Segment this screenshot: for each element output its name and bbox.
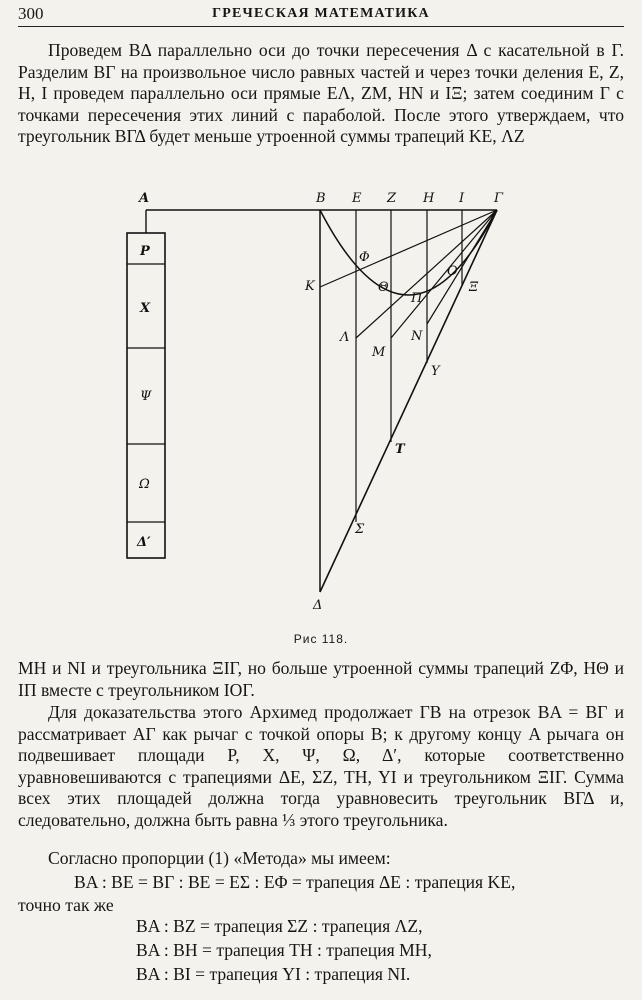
label-A: A bbox=[139, 191, 150, 206]
label-N: N bbox=[411, 329, 423, 344]
page-header bbox=[18, 4, 624, 27]
paragraph-proof: Для доказательства этого Архимед продолжает ΓB на отрезок BA = BΓ и рассматривает AΓ как рычаг с точкой опоры B; к другому концу A рычага он подвешивает площади P, X, Ψ, Ω, Δ′, которые соответственно уравновешиваются с трапециями ΔE, ΣZ, TH, YI и треугольником ΞIΓ. Сумма всех этих площадей должна тогда уравновесить треугольник BΓΔ и, следовательно, должна быть равна ⅓ этого треугольника. bbox=[18, 702, 624, 830]
paragraph-continuation: MH и NI и треугольника ΞIΓ, но больше утроенной суммы трапеций ZΦ, HΘ и IП вместе с треугольником IOΓ. bbox=[18, 658, 624, 700]
label-O: O bbox=[447, 264, 458, 279]
box-label-Psi: Ψ bbox=[140, 389, 152, 404]
label-Y: Y bbox=[431, 364, 440, 379]
figure-caption: Рис 118. bbox=[293, 632, 349, 646]
label-Delta: Δ bbox=[313, 598, 323, 613]
label-B: B bbox=[316, 191, 326, 206]
label-Sigma: Σ bbox=[355, 522, 365, 537]
label-Theta: Θ bbox=[378, 280, 389, 295]
paragraph-intro: Проведем BΔ параллельно оси до точки пересечения Δ с касательной в Γ. Разделим BΓ на произвольное число равных частей и через точки деления E, Z, H, I проведем параллельно оси прямые EΛ, ZM, HN и IΞ; затем соединим Γ с точками пересечения этих линий с параболой. После этого утверждаем, что треугольник BΓΔ будет меньше утроенной суммы трапеций KE, ΛZ bbox=[18, 40, 624, 146]
box-label-Omega: Ω bbox=[139, 477, 150, 492]
chord-K bbox=[320, 210, 497, 287]
label-H: H bbox=[423, 191, 435, 206]
label-Z: Z bbox=[387, 191, 397, 206]
label-K: K bbox=[305, 279, 315, 294]
chord-M bbox=[391, 210, 497, 338]
label-Pi: П bbox=[411, 291, 423, 306]
box-label-P: P bbox=[140, 244, 150, 259]
label-Lambda: Λ bbox=[340, 330, 350, 345]
label-Phi: Φ bbox=[359, 250, 370, 265]
tangent-line bbox=[320, 210, 497, 592]
label-I: I bbox=[459, 191, 465, 206]
label-T: T bbox=[395, 442, 405, 457]
label-E: E bbox=[352, 191, 362, 206]
equation-1: BA : BE = BΓ : BE = EΣ : EΦ = трапеция ΔE : трапеция KE, bbox=[74, 872, 516, 892]
paragraph-method: Согласно пропорции (1) «Метода» мы имеем: bbox=[48, 848, 391, 868]
label-Xi: Ξ bbox=[469, 280, 479, 295]
equation-1-tail: точно так же bbox=[18, 895, 114, 915]
equation-2: BA : BZ = трапеция ΣZ : трапеция ΛZ, bbox=[136, 916, 423, 936]
box-label-Delta-prime: Δ′ bbox=[137, 535, 151, 550]
label-M: M bbox=[372, 345, 386, 360]
equation-4: BA : BI = трапеция YI : трапеция NI. bbox=[136, 964, 411, 984]
label-Gamma: Γ bbox=[494, 191, 504, 206]
figure-118 bbox=[0, 180, 642, 632]
box-label-X: X bbox=[140, 301, 151, 316]
running-title: ГРЕЧЕСКАЯ МАТЕМАТИКА bbox=[212, 6, 430, 21]
equation-3: BA : BH = трапеция TH : трапеция MH, bbox=[136, 940, 432, 960]
page-number: 300 bbox=[18, 4, 44, 23]
